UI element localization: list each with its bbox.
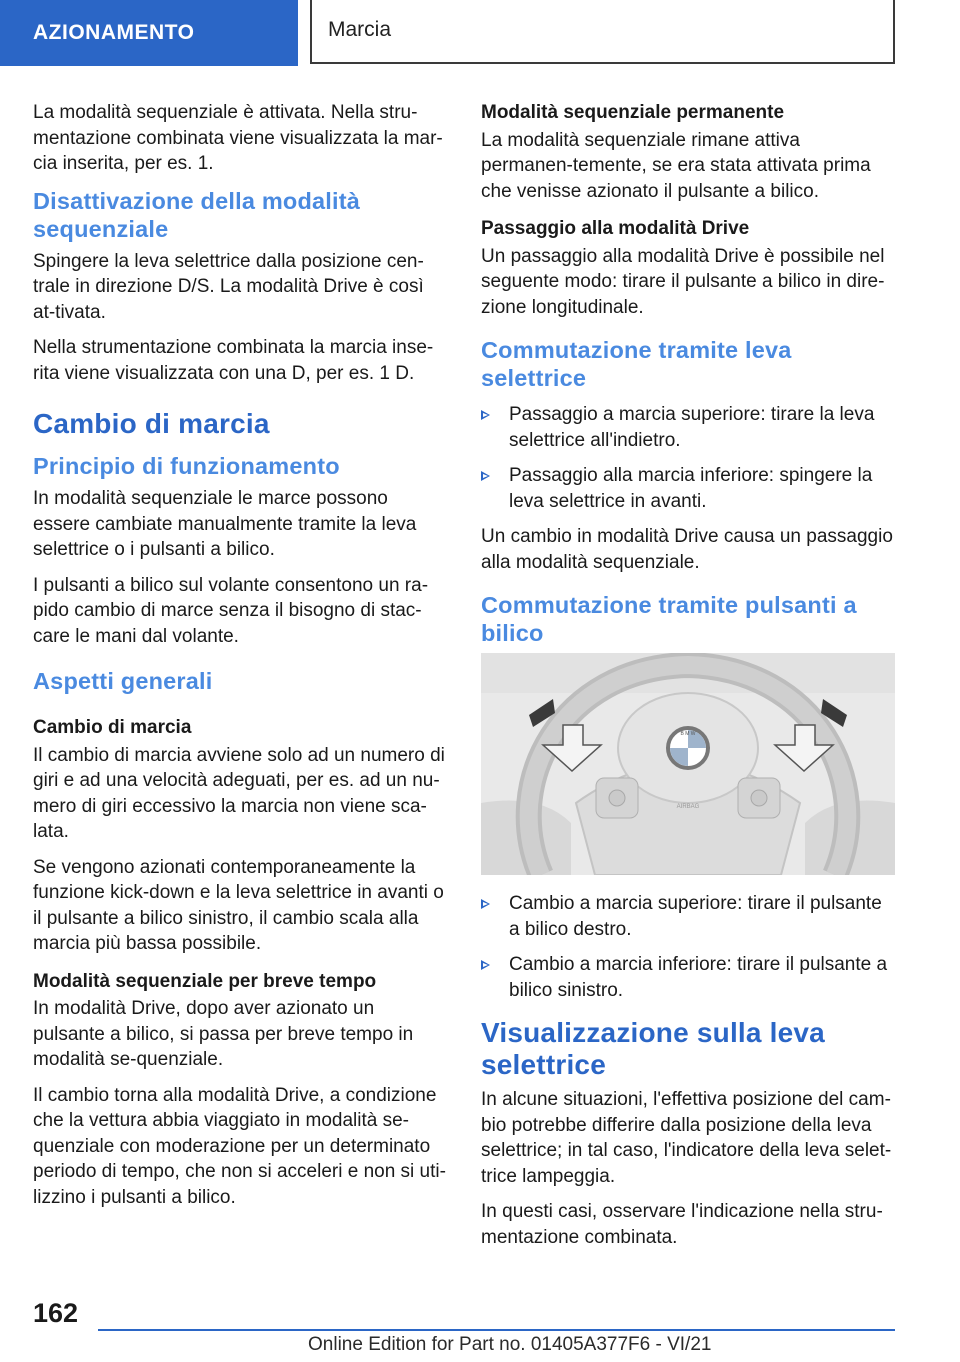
footer-rule bbox=[98, 1329, 895, 1331]
subheading-passaggio-drive: Passaggio alla modalità Drive bbox=[481, 218, 750, 239]
bullet-item bbox=[481, 463, 895, 514]
svg-text:AIRBAG: AIRBAG bbox=[676, 804, 700, 810]
paragraph: In modalità Drive, dopo aver azionato un pulsante a bilico, si passa per breve tempo in modalità se-quenziale. bbox=[33, 998, 414, 1070]
bullet-text: Cambio a marcia inferiore: tirare il pulsante a bilico sinistro. bbox=[509, 954, 888, 1001]
bullet-text: Passaggio a marcia superiore: tirare la leva selettrice all'indietro. bbox=[509, 404, 875, 451]
paragraph: Il cambio di marcia avviene solo ad un numero di giri e ad una velocità adeguati, per es. ad un nu-mero di giri eccessivo la marcia non viene sca-lata. bbox=[33, 744, 445, 842]
bullet-triangle-icon bbox=[481, 471, 490, 481]
paragraph: I pulsanti a bilico sul volante consentono un ra-pido cambio di marce senza il bisogno di stac-care le mani dal volante. bbox=[33, 574, 429, 647]
footer-edition: Online Edition for Part no. 01405A377F6 - VI/21 bbox=[308, 1334, 712, 1355]
heading-disattivazione: Disattivazione della modalità sequenziale bbox=[33, 187, 361, 242]
left-column bbox=[33, 100, 449, 1220]
bullet-triangle-icon bbox=[481, 960, 490, 970]
bullet-triangle-icon bbox=[481, 410, 490, 420]
paragraph: Il cambio torna alla modalità Drive, a condizione che la vettura abbia viaggiato in modalità se-quenziale con moderazione per un determinato periodo di tempo, che non si acceleri e non si uti-lizzino i pulsanti a bilico. bbox=[33, 1084, 446, 1208]
subheading-cambio-marcia: Cambio di marcia bbox=[33, 717, 192, 738]
right-column bbox=[481, 100, 895, 1260]
bullet-text: Cambio a marcia superiore: tirare il pulsante a bilico destro. bbox=[509, 893, 882, 940]
bullet-text: Passaggio alla marcia inferiore: spingere la leva selettrice in avanti. bbox=[509, 465, 873, 512]
heading-commutazione-pulsanti: Commutazione tramite pulsanti a bilico bbox=[481, 592, 857, 646]
steering-wheel-figure bbox=[481, 653, 895, 875]
intro-paragraph: La modalità sequenziale è attivata. Nella stru-mentazione combinata viene visualizzata la mar-cia inserita, per es. 1. bbox=[33, 102, 443, 174]
page-header bbox=[0, 0, 960, 66]
paragraph: Se vengono azionati contemporaneamente la funzione kick-down e la leva selettrice in avanti o il pulsante a bilico sinistro, il cambio scala alla marcia più bassa possibile. bbox=[33, 856, 444, 954]
paragraph: Spingere la leva selettrice dalla posizione cen-trale in direzione D/S. La modalità Drive è così at-tivata. bbox=[33, 250, 424, 323]
steering-wheel-icon bbox=[481, 653, 895, 875]
paragraph: Un passaggio alla modalità Drive è possibile nel seguente modo: tirare il pulsante a bilico in dire-zione longitudinale. bbox=[481, 245, 885, 318]
paragraph: In modalità sequenziale le marce possono essere cambiate manualmente tramite la leva selettrice o i pulsanti a bilico. bbox=[33, 488, 417, 560]
bullet-item bbox=[481, 891, 895, 942]
bullet-triangle-icon bbox=[481, 899, 490, 909]
svg-text:B M W: B M W bbox=[680, 731, 696, 737]
heading-aspetti-generali: Aspetti generali bbox=[33, 668, 213, 694]
chapter-title: Marcia bbox=[310, 0, 895, 64]
page-number: 162 bbox=[33, 1298, 79, 1328]
heading-visualizzazione: Visualizzazione sulla leva selettrice bbox=[481, 1017, 825, 1080]
section-tab: AZIONAMENTO bbox=[0, 0, 298, 66]
heading-principio: Principio di funzionamento bbox=[33, 453, 340, 479]
bullet-item bbox=[481, 402, 895, 453]
heading-cambio-di-marcia: Cambio di marcia bbox=[33, 408, 270, 439]
subheading-permanente: Modalità sequenziale permanente bbox=[481, 102, 785, 123]
subheading-breve-tempo: Modalità sequenziale per breve tempo bbox=[33, 970, 377, 992]
bullet-item bbox=[481, 952, 895, 1003]
paragraph: Nella strumentazione combinata la marcia inse-rita viene visualizzata con una D, per es. 1 D. bbox=[33, 337, 434, 384]
paragraph: Un cambio in modalità Drive causa un passaggio alla modalità sequenziale. bbox=[481, 526, 893, 573]
paragraph: La modalità sequenziale rimane attiva permanen-temente, se era stata attivata prima che venisse azionato il pulsante a bilico. bbox=[481, 129, 871, 202]
paragraph: In questi casi, osservare l'indicazione nella stru-mentazione combinata. bbox=[481, 1201, 883, 1248]
paragraph: In alcune situazioni, l'effettiva posizione del cam-bio potrebbe differire dalla posizione della leva selettrice; in tal caso, l'indicatore della leva selet-trice lampeggia. bbox=[481, 1089, 892, 1187]
heading-commutazione-leva: Commutazione tramite leva selettrice bbox=[481, 337, 792, 391]
